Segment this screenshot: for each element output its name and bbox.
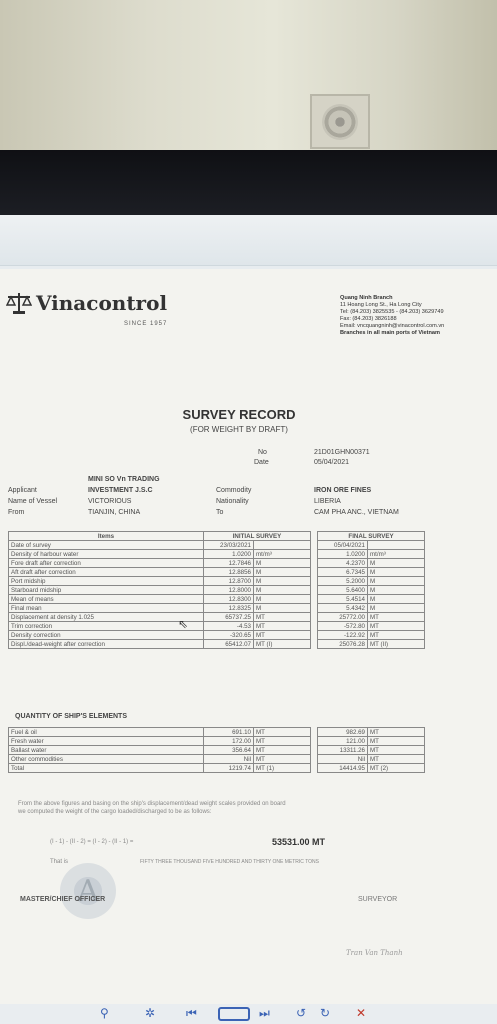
initial-unit-cell: M [254,568,311,577]
initial-value-cell: 12.8700 [204,577,254,586]
final-value-cell: 121.00 [318,737,368,746]
items-header: Items [9,532,204,541]
final-value-cell: 6.7345 [318,568,368,577]
final-unit-cell: M [368,568,425,577]
applicant-value-2: INVESTMENT J.S.C [88,487,153,494]
initial-unit-cell: M [254,586,311,595]
qty-title: QUANTITY OF SHIP'S ELEMENTS [15,713,127,720]
final-unit-cell: MT [368,728,425,737]
final-value-cell: 5.4514 [318,595,368,604]
table-row [9,613,425,622]
initial-value-cell: 65737.25 [204,613,254,622]
item-cell: Displacement at density 1.025 [9,613,204,622]
branch-line: Quang Ninh Branch [340,295,393,301]
fan-icon [322,104,358,140]
initial-value-cell: 65412.07 [204,640,254,649]
vessel-value: VICTORIOUS [88,498,132,505]
no-value: 21D01GHN00371 [314,449,370,456]
final-unit-cell: M [368,595,425,604]
initial-value-cell: Nil [204,755,254,764]
final-unit-cell: mt/m³ [368,550,425,559]
item-cell: Fuel & oil [9,728,204,737]
wall-vent [310,94,370,149]
ship-elements-table [8,727,425,773]
logo-text: Vinacontrol [36,291,168,315]
table-row [9,559,425,568]
item-cell: Starboard midship [9,586,204,595]
table-row [9,604,425,613]
item-cell: Mean of means [9,595,204,604]
date-label: Date [254,459,269,466]
final-value-cell: 05/04/2021 [318,541,368,550]
item-cell: Trim correction [9,622,204,631]
initial-unit-cell: MT [254,755,311,764]
scales-icon [6,291,32,315]
master-label: MASTER/CHIEF OFFICER [20,896,106,903]
branch-line: Email: vncquangninh@vinacontrol.com.vn [340,323,445,329]
final-value-cell: 13311.26 [318,746,368,755]
table-row [9,746,425,755]
final-value-cell: 5.2000 [318,577,368,586]
initial-unit-cell: MT [254,631,311,640]
item-cell: Density correction [9,631,204,640]
initial-unit-cell: MT [254,737,311,746]
surveyor-signature: Tran Van Thanh [346,949,403,957]
initial-unit-cell: M [254,559,311,568]
final-unit-cell: MT [368,613,425,622]
initial-header: INITIAL SURVEY [204,532,311,541]
first-page-icon[interactable]: ⏮ [186,1006,197,1020]
final-value-cell: 1.0200 [318,550,368,559]
page-view-button[interactable] [218,1007,250,1021]
settings-icon[interactable]: ✲ [145,1006,156,1020]
no-label: No [258,449,267,456]
last-page-icon[interactable]: ⏭ [259,1006,270,1020]
initial-unit-cell: mt/m³ [254,550,311,559]
room-background [0,0,497,150]
words-value: FIFTY THREE THOUSAND FIVE HUNDRED AND THIRTY ONE METRIC TONS [140,859,320,865]
table-row [9,568,425,577]
applicant-label: Applicant [8,487,37,494]
initial-value-cell: 691.10 [204,728,254,737]
table-row [9,541,425,550]
item-cell: Other commodities [9,755,204,764]
branch-line: Fax: (84.203) 3826188 [340,316,397,322]
final-unit-cell: MT [368,746,425,755]
viewer-toolbar [0,1004,497,1024]
final-unit-cell: M [368,586,425,595]
final-unit-cell: MT [368,622,425,631]
company-logo [6,291,167,315]
to-label: To [216,509,224,516]
result-value: 53531.00 MT [272,837,326,847]
nationality-value: LIBERIA [314,498,341,505]
final-value-cell: Nil [318,755,368,764]
initial-value-cell: 356.64 [204,746,254,755]
draft-survey-table [8,531,425,649]
initial-value-cell: 12.8325 [204,604,254,613]
rotate-left-icon[interactable]: ↺ [296,1006,307,1020]
branch-line: Branches in all main ports of Vietnam [340,330,440,336]
final-header: FINAL SURVEY [318,532,425,541]
statement-line-2: we computed the weight of the cargo loaded/discharged to be as follows: [18,809,212,815]
initial-unit-cell: M [254,577,311,586]
final-value-cell: 5.4342 [318,604,368,613]
commodity-label: Commodity [216,487,252,494]
table-row [9,737,425,746]
item-cell: Port midship [9,577,204,586]
item-cell: Displ./dead-weight after correction [9,640,204,649]
to-value: CAM PHA ANC., VIETNAM [314,509,399,516]
table-row [9,622,425,631]
document-subtitle: (FOR WEIGHT BY DRAFT) [190,425,288,434]
final-value-cell: 25772.00 [318,613,368,622]
commodity-value: IRON ORE FINES [314,487,372,494]
that-is-label: That is [50,859,69,865]
final-unit-cell: MT [368,737,425,746]
final-value-cell: 25076.28 [318,640,368,649]
item-cell: Final mean [9,604,204,613]
vessel-label: Name of Vessel [8,498,58,505]
surveyor-label: SURVEYOR [358,896,398,903]
table-row [9,755,425,764]
pdf-viewer [0,215,497,1024]
initial-value-cell: -4.53 [204,622,254,631]
final-value-cell: -122.92 [318,631,368,640]
final-value-cell: 982.69 [318,728,368,737]
close-icon[interactable]: ✕ [356,1006,367,1020]
initial-unit-cell: M [254,595,311,604]
final-unit-cell: M [368,559,425,568]
viewer-header [0,215,497,266]
table-row [9,550,425,559]
initial-unit-cell: MT (I) [254,640,311,649]
item-cell: Ballast water [9,746,204,755]
final-value-cell: -572.80 [318,622,368,631]
initial-value-cell: 1219.74 [204,764,254,773]
initial-value-cell: -320.65 [204,631,254,640]
table-row [9,577,425,586]
monitor-bezel [0,150,497,220]
initial-unit-cell: MT [254,728,311,737]
initial-unit-cell: MT [254,622,311,631]
final-unit-cell: MT [368,755,425,764]
statement-line-1: From the above figures and basing on the ship's displacement/dead weight scales provided on board [18,801,286,807]
from-label: From [8,509,25,516]
since-text: SINCE 1957 [124,321,168,327]
applicant-value-1: MINI SO Vn TRADING [88,476,160,483]
final-unit-cell: M [368,577,425,586]
final-unit-cell: MT (2) [368,764,425,773]
table-row [9,595,425,604]
initial-unit-cell: M [254,604,311,613]
item-cell: Fore draft after correction [9,559,204,568]
final-value-cell: 14414.95 [318,764,368,773]
item-cell: Density of harbour water [9,550,204,559]
final-value-cell: 5.6400 [318,586,368,595]
table-header-row [9,532,425,541]
final-unit-cell: MT [368,631,425,640]
initial-value-cell: 172.00 [204,737,254,746]
table-row [9,764,425,773]
item-cell: Fresh water [9,737,204,746]
initial-value-cell: 12.8000 [204,586,254,595]
branch-line: 11 Hoang Long St., Ha Long City [340,302,422,308]
final-unit-cell [368,541,425,550]
date-value: 05/04/2021 [314,459,350,466]
initial-value-cell: 1.0200 [204,550,254,559]
table-row [9,640,425,649]
initial-unit-cell: MT [254,746,311,755]
final-unit-cell: MT (II) [368,640,425,649]
formula: (I - 1) - (II - 2) = (I - 2) - (II - 1) = [50,839,134,845]
zoom-icon[interactable]: ⚲ [100,1006,109,1020]
item-cell: Total [9,764,204,773]
survey-document [0,269,497,1004]
stamp-letter: A [77,873,99,909]
mouse-cursor-icon: ⇖ [178,617,189,631]
initial-value-cell: 12.8300 [204,595,254,604]
initial-unit-cell: MT (1) [254,764,311,773]
rotate-right-icon[interactable]: ↻ [320,1006,331,1020]
final-value-cell: 4.2370 [318,559,368,568]
branch-line: Tel: (84.203) 3825535 - (84.203) 3629749 [340,309,444,315]
table-row [9,586,425,595]
initial-value-cell: 12.8856 [204,568,254,577]
initial-value-cell: 12.7846 [204,559,254,568]
final-unit-cell: M [368,604,425,613]
nationality-label: Nationality [216,498,249,505]
initial-value-cell: 23/03/2021 [204,541,254,550]
item-cell: Aft draft after correction [9,568,204,577]
initial-unit-cell: MT [254,613,311,622]
item-cell: Date of survey [9,541,204,550]
initial-unit-cell [254,541,311,550]
document-title: SURVEY RECORD [182,407,296,422]
table-row [9,728,425,737]
table-row [9,631,425,640]
branch-address [340,295,444,337]
company-stamp [60,863,116,919]
from-value: TIANJIN, CHINA [88,509,141,516]
